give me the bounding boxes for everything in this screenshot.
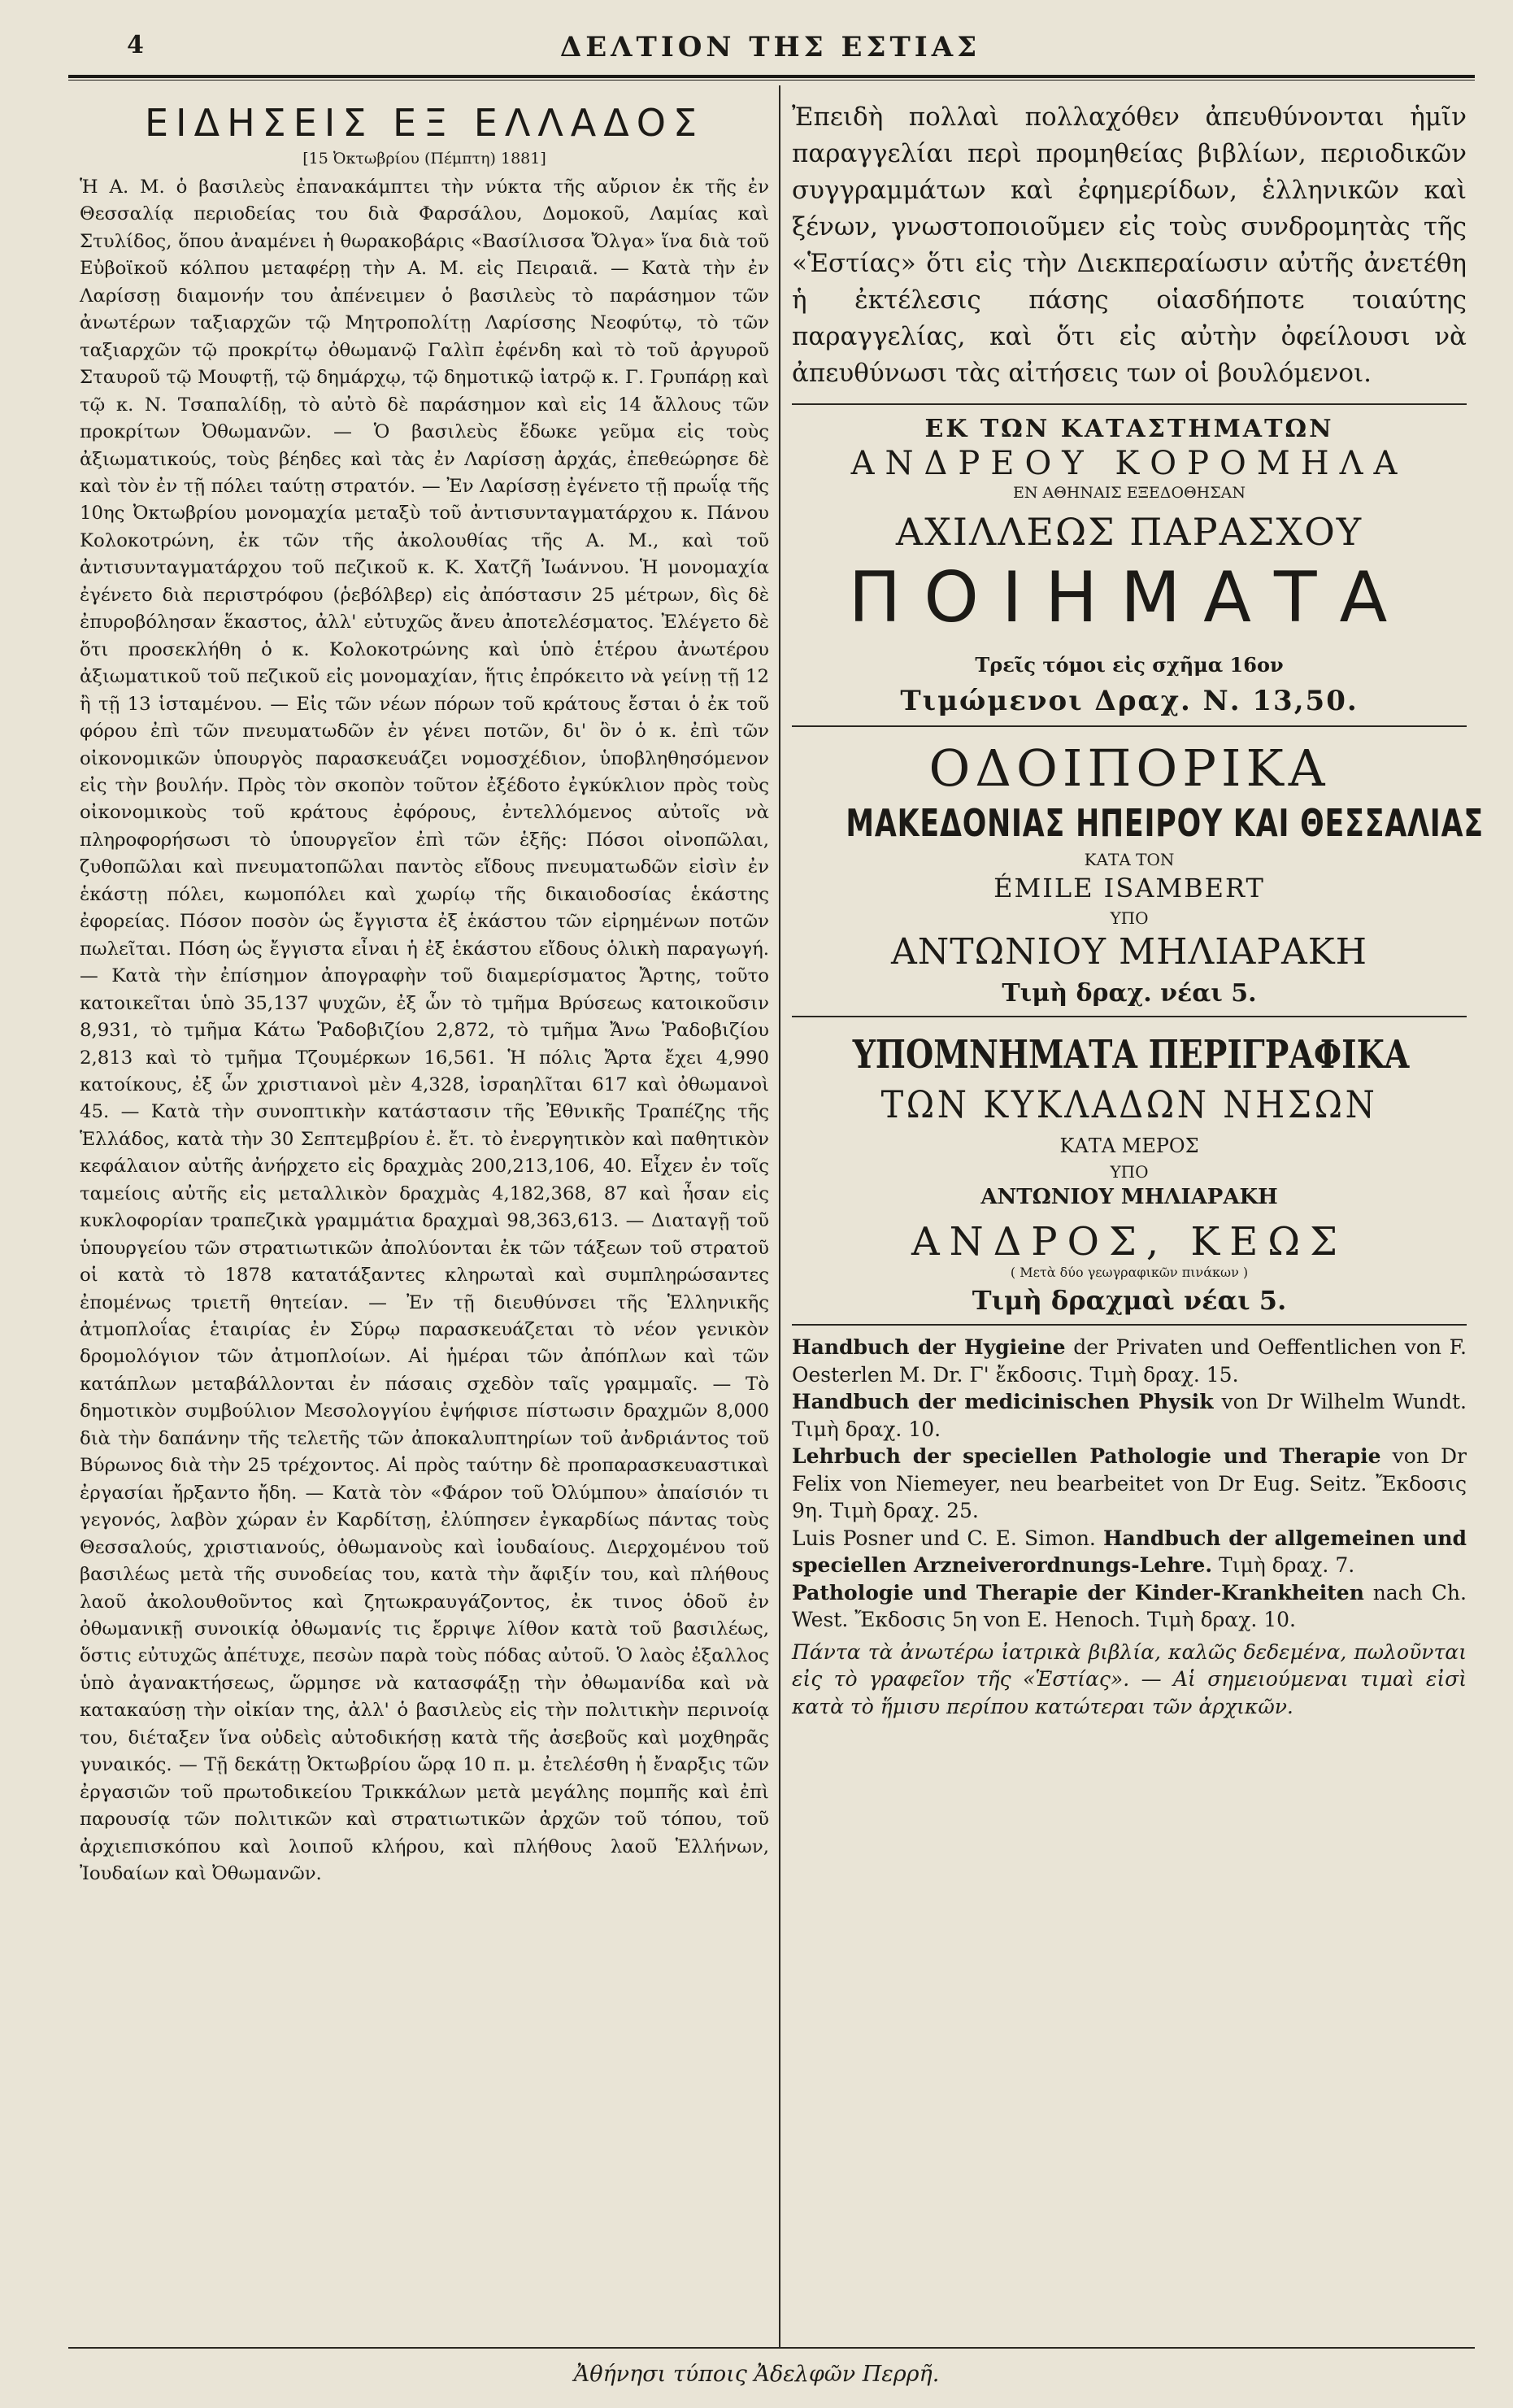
ad-regions: ΜΑΚΕΔΟΝΙΑΣ ΗΠΕΙΡΟΥ ΚΑΙ ΘΕΣΣΑΛΙΑΣ: [846, 801, 1484, 845]
ad-under: ΥΠΟ: [1110, 1162, 1149, 1182]
ad-price: Τιμὴ δραχμαὶ νέαι 5.: [972, 1285, 1287, 1316]
ad-publisher: ΑΝΔΡΕΟΥ ΚΟΡΟΜΗΛΑ: [850, 445, 1408, 482]
ad-islands: ΑΝΔΡΟΣ, ΚΕΩΣ: [911, 1219, 1348, 1265]
ad-translator: ΑΝΤΩΝΙΟΥ ΜΗΛΙΑΡΑΚΗ: [890, 931, 1368, 973]
ad-poems: [792, 415, 1467, 717]
orders-notice: Ἐπειδὴ πολλαὶ πολλαχόθεν ἀπευθύνονται ἡμῖν παραγγελίαι περὶ προμηθείας βιβλίων, περιοδικῶν συγγραμμάτων καὶ ἐφημερίδων, ἑλληνικῶν καὶ ξένων, γνωστοποιοῦμεν εἰς τοὺς συνδρομητὰς τῆς «Ἑστίας» ὅτι εἰς τὴν Διεκπεραίωσιν αὐτῆς ἀνετέθη ἡ ἐκτέλεσις πάσης οἱασδήποτε τοιαύτης παραγγελίας, καὶ ὅτι εἰς αὐτὴν ὀφείλουσι νὰ ἀπευθύνωσι τὰς αἰτήσεις των οἱ βουλόμενοι.: [792, 102, 1467, 388]
ad-published-note: ΕΝ ΑΘΗΝΑΙΣ ΕΞΕΔΟΘΗΣΑΝ: [1012, 484, 1246, 502]
book-entry: Luis Posner und C. E. Simon. Handbuch der allgemeinen und speciellen Arzneiverordnungs-Lehre. Τιμὴ δραχ. 7.: [792, 1526, 1467, 1577]
newspaper-title: ΔΕΛΤΙΟΝ ΤΗΣ ΕΣΤΙΑΣ: [559, 31, 981, 63]
divider: [792, 1016, 1467, 1017]
ad-price: Τιμώμενοι Δραχ. Ν. 13,50.: [900, 685, 1359, 717]
ad-part: ΚΑΤΑ ΜΕΡΟΣ: [1059, 1134, 1199, 1157]
page-number: 4: [127, 31, 144, 59]
footer-rule: [68, 2347, 1475, 2349]
ad-heading: ΕΚ ΤΩΝ ΚΑΤΑΣΤΗΜΑΤΩΝ: [924, 415, 1334, 443]
header-rule-thin: [68, 80, 1475, 81]
news-column: [80, 91, 769, 1888]
books-footnote: Πάντα τὰ ἀνωτέρω ἰατρικὰ βιβλία, καλῶς δεδεμένα, πωλοῦνται εἰς τὸ γραφεῖον τῆς «Ἑστίας». — Αἱ σημειούμεναι τιμαὶ εἰσὶ κατὰ τὸ ἥμισυ περίπου κατώτεραι τῶν ἀρχικῶν.: [792, 1639, 1467, 1718]
ads-column: [792, 99, 1484, 1720]
ad-under: ΥΠΟ: [1110, 908, 1149, 928]
book-entry: Handbuch der medicinischen Physik von Dr Wilhelm Wundt. Τιμὴ δραχ. 10.: [792, 1390, 1467, 1441]
dateline: [15 Ὀκτωβρίου (Πέμπτη) 1881]: [302, 150, 546, 168]
ad-price: Τιμὴ δραχ. νέαι 5.: [1002, 979, 1257, 1008]
printer-imprint: Ἀθήνησι τύποις Ἀδελφῶν Περρῆ.: [573, 2362, 940, 2387]
divider: [792, 403, 1467, 405]
ad-author: ÉMILE ISAMBERT: [993, 873, 1265, 904]
ad-maps-note: ( Μετὰ δύο γεωγραφικῶν πινάκων ): [1010, 1265, 1249, 1280]
medical-books-list: [792, 1334, 1467, 1634]
book-entry: Pathologie und Therapie der Kinder-Krankheiten nach Ch. West. Ἔκδοσις 5η von E. Henoch. Τιμὴ δραχ. 10.: [792, 1580, 1467, 1631]
ad-author: ΑΧΙΛΛΕΩΣ ΠΑΡΑΣΧΟΥ: [895, 510, 1363, 554]
header-rule: [68, 75, 1475, 78]
ad-travels: [792, 738, 1484, 1008]
ad-title-line1: ΥΠΟΜΝΗΜΑΤΑ ΠΕΡΙΓΡΑΦΙΚΑ: [852, 1032, 1410, 1078]
ad-cyclades: [792, 1032, 1467, 1316]
ad-by: ΚΑΤΑ ΤΟΝ: [1084, 850, 1175, 869]
ad-title-line2: ΤΩΝ ΚΥΚΛΑΔΩΝ ΝΗΣΩΝ: [880, 1082, 1378, 1126]
ad-title: ΟΔΟΙΠΟΡΙΚΑ: [928, 738, 1330, 798]
column-separator: [779, 85, 780, 2348]
news-body: Ἡ Α. Μ. ὁ βασιλεὺς ἐπανακάμπτει τὴν νύκτα τῆς αὔριον ἐκ τῆς ἐν Θεσσαλίᾳ περιοδείας του διὰ Φαρσάλου, Δομοκοῦ, Λαμίας καὶ Στυλίδος, ὅπου ἀναμένει ἡ θωρακοβάρις «Βασίλισσα Ὄλγα» ἵνα διὰ τοῦ Εὐβοϊκοῦ κόλπου μεταφέρῃ τὴν Α. Μ. εἰς Πειραιᾶ. — Κατὰ τὴν ἐν Λαρίσσῃ διαμονήν του ἀπένειμεν ὁ βασιλεὺς τὸ παράσημον τῶν ἀνωτέρων ταξιαρχῶν τῷ Μητροπολίτῃ Λαρίσσης Νεοφύτῳ, τὸ τῶν ταξιαρχῶν τῷ προκρίτῳ ὀθωμανῷ Γαλὶπ ἐφένδη καὶ τὸ τοῦ ἀργυροῦ Σταυροῦ τῷ Μουφτῇ, τῷ δημάρχῳ, τῷ δημοτικῷ ἰατρῷ κ. Γ. Γρυπάρῃ καὶ τῷ κ. Ν. Τσαπαλίδῃ, τὸ αὐτὸ δὲ παράσημον καὶ εἰς 14 ἄλλους τῶν προκρίτων Ὀθωμανῶν. — Ὁ βασιλεὺς ἔδωκε γεῦμα εἰς τοὺς ἀξιωματικούς, τοὺς βέηδες καὶ τὰς ἐν Λαρίσσῃ ἀρχάς, ἐπεθεώρησε δὲ καὶ τὸν ἐν τῇ πόλει ταύτῃ στρατόν. — Ἐν Λαρίσσῃ ἐγένετο τῇ πρωΐᾳ τῆς 10ης Ὀκτωβρίου μονομαχία μεταξὺ τοῦ ἀντισυνταγματάρχου κ. Πάνου Κολοκοτρώνη, ἐκ τῶν τῆς ἀκολουθίας τῆς Α. Μ., καὶ τοῦ ἀντισυνταγματάρχου τοῦ πεζικοῦ κ. Κ. Χατζῆ Ἰωάννου. Ἡ μονομαχία ἐγένετο διὰ περιστρόφου (ῥεβόλβερ) εἰς ἀπόστασιν 25 μέτρων, δὶς δὲ ἐπυροβόλησαν ἕκαστος, ἀλλ' εὐτυχῶς ἄνευ ἀποτελέσματος. Ἐλέγετο δὲ ὅτι προσεκλήθη ὁ κ. Κολοκοτρώνης καὶ ὑπὸ ἑτέρου ἀνωτέρου ἀξιωματικοῦ τοῦ πεζικοῦ εἰς μονομαχίαν, ἥτις ἐπρόκειτο νὰ γείνῃ τῇ 12 ἢ τῇ 13 ἱσταμένου. — Εἰς τῶν νέων πόρων τοῦ κράτους ἔσται ὁ ἐκ τοῦ φόρου ἐπὶ τῶν πνευματωδῶν ἐν γένει ποτῶν, δι' ὃν ὁ κ. ἐπὶ τῶν οἰκονομικῶν ὑπουργὸς παρασκευάζει νομοσχέδιον, ὑποβληθησόμενον εἰς τὴν βουλήν. Πρὸς τὸν σκοπὸν τοῦτον ἐξέδοτο ἐγκύκλιον πρὸς τοὺς οἰκονομικοὺς τοῦ κράτους ἐφόρους, ἐντελλόμενος αὐτοῖς νὰ πληροφορήσωσι τὸ ὑπουργεῖον ἐπὶ τῶν ἑξῆς: Πόσοι οἰνοπῶλαι, ζυθοπῶλαι καὶ πνευματοπῶλαι παντὸς εἴδους πνευματωδῶν εἰσὶν ἐν ἑκάστῃ πόλει, κωμοπόλει καὶ χωρίῳ τῆς δικαιοδοσίας ἑκάστης ἐφορείας. Πόσον ποσὸν ὡς ἔγγιστα ἐξ ἑκάστου τῶν εἰρημένων ποτῶν πωλεῖται. Πόση ὡς ἔγγιστα εἶναι ἡ ἐξ ἑκάστου εἴδους ὁλικὴ παραγωγή. — Κατὰ τὴν ἐπίσημον ἀπογραφὴν τοῦ διαμερίσματος Ἄρτης, τοῦτο κατοικεῖται ὑπὸ 35,137 ψυχῶν, ἐξ ὧν τὸ τμῆμα Βρύσεως κατοικοῦσιν 8,931, τὸ τμῆμα Κάτω Ῥαδοβιζίου 2,872, τὸ τμῆμα Ἄνω Ῥαδοβιζίου 2,813 καὶ τὸ τμῆμα Τζουμέρκων 16,561. Ἡ πόλις Ἄρτα ἔχει 4,990 κατοίκους, ἐξ ὧν χριστιανοὶ μὲν 4,328, ἰσραηλῖται 617 καὶ ὀθωμανοὶ 45. — Κατὰ τὴν συνοπτικὴν κατάστασιν τῆς Ἐθνικῆς Τραπέζης τῆς Ἑλλάδος, κατὰ τὴν 30 Σεπτεμβρίου ἐ. ἔτ. τὸ ἐνεργητικὸν καὶ παθητικὸν κεφάλαιον αὐτῆς ἀνήρχετο εἰς δραχμὰς 200,213,106, 40. Εἶχεν ἐν τοῖς ταμείοις αὐτῆς εἰς μεταλλικὸν δραχμὰς 4,182,368, 87 καὶ ἦσαν εἰς κυκλοφορίαν τραπεζικὰ γραμμάτια δραχμαὶ 98,363,613. — Διαταγῇ τοῦ ὑπουργείου τῶν στρατιωτικῶν ἀπολύονται ἐκ τῶν τάξεων τοῦ στρατοῦ οἱ κατὰ τὸ 1878 κατατάξαντες κληρωταὶ καὶ συμπληρώσαντες ἐπομένως τριετῆ θητείαν. — Ἐν τῇ διευθύνσει τῆς Ἑλληνικῆς ἀτμοπλοΐας ἑταιρίας ἐν Σύρῳ παρασκευάζεται τὸ νέον γενικὸν δρομολόγιον τῶν ἀτμοπλοίων. Αἱ ἡμέραι τῶν ἀπόπλων καὶ τῶν κατάπλων μεταβάλλονται ἐν πάσαις σχεδὸν ταῖς γραμμαῖς. — Τὸ δημοτικὸν συμβούλιον Μεσολογγίου ἐψήφισε πίστωσιν δραχμῶν 8,000 διὰ τὴν δαπάνην τῆς τελετῆς τῶν ἀποκαλυπτηρίων τοῦ ἀνδριάντος τοῦ Βύρωνος διὰ τὴν 25 τρέχοντος. Αἱ πρὸς ταύτην δὲ προπαρασκευαστικαὶ ἐργασίαι ἤρξαντο ἤδη. — Κατὰ τὸν «Φάρον τοῦ Ὀλύμπου» ἀπαίσιόν τι γεγονός, λαβὸν χώραν ἐν Καρδίτσῃ, ἐλύπησεν ἐγκαρδίως πάντας τοὺς Θεσσαλούς, χριστιανούς, ὀθωμανοὺς καὶ ἰουδαίους. Διερχομένου τοῦ βασιλέως μετὰ τῆς συνοδείας του, κατὰ τὴν ἄφιξίν του, καὶ πλήθους λαοῦ ἀκολουθοῦντος καὶ ζητωκραυγάζοντος, ἐκ τινος ὁδοῦ ἐν ὀθωμανικῇ συνοικίᾳ ὀθωμανίς τις ἔρριψε λίθον κατὰ τοῦ βασιλέως, ὅστις εὐτυχῶς ἀπέτυχε, πεσὼν παρὰ τοὺς πόδας αὐτοῦ. Ὁ λαὸς ἐξαλλος ὑπὸ ἀγανακτήσεως, ὥρμησε νὰ κατασφάξῃ τὴν ὀθωμανίδα καὶ νὰ κατακαύσῃ τὴν οἰκίαν της, ἀλλ' ὁ βασιλεὺς εἰς τὴν πολιτικὴν περινοίᾳ του, διέταξεν ἵνα οὐδεὶς αὐτοδικήσῃ κατὰ τῆς ἀσεβοῦς καὶ μοχθηρᾶς γυναικός. — Τῇ δεκάτῃ Ὀκτωβρίου ὥρᾳ 10 π. μ. ἐτελέσθη ἡ ἔναρξις τῶν ἐργασιῶν τοῦ πρωτοδικείου Τρικκάλων μετὰ μεγάλης πομπῆς καὶ ἐπὶ παρουσίᾳ τῶν πολιτικῶν καὶ στρατιωτικῶν ἀρχῶν τοῦ τόπου, τοῦ ἀρχιεπισκόπου καὶ λοιποῦ κλήρου, καὶ πλήθους λαοῦ Ἑλλήνων, Ἰουδαίων καὶ Ὀθωμανῶν.: [80, 176, 769, 1885]
page-header: [65, 31, 1476, 68]
ad-author: ΑΝΤΩΝΙΟΥ ΜΗΛΙΑΡΑΚΗ: [980, 1185, 1278, 1209]
ad-volumes: Τρεῖς τόμοι εἰς σχῆμα 16ον: [975, 653, 1284, 677]
book-entry: Lehrbuch der speciellen Pathologie und Therapie von Dr Felix von Niemeyer, neu bearbeitet von Dr Eug. Seitz. Ἔκδοσις 9η. Τιμὴ δραχ. 25.: [792, 1444, 1467, 1522]
divider: [792, 1324, 1467, 1326]
ad-title: ΠΟΙΗΜΑΤΑ: [848, 557, 1411, 638]
section-title: ΕΙΔΗΣΕΙΣ ΕΞ ΕΛΛΑΔΟΣ: [144, 101, 705, 145]
book-entry: Handbuch der Hygieine der Privaten und Oeffentlichen von F. Oesterlen M. Dr. Γ' ἔκδοσις. Τιμὴ δραχ. 15.: [792, 1335, 1467, 1387]
divider: [792, 725, 1467, 727]
